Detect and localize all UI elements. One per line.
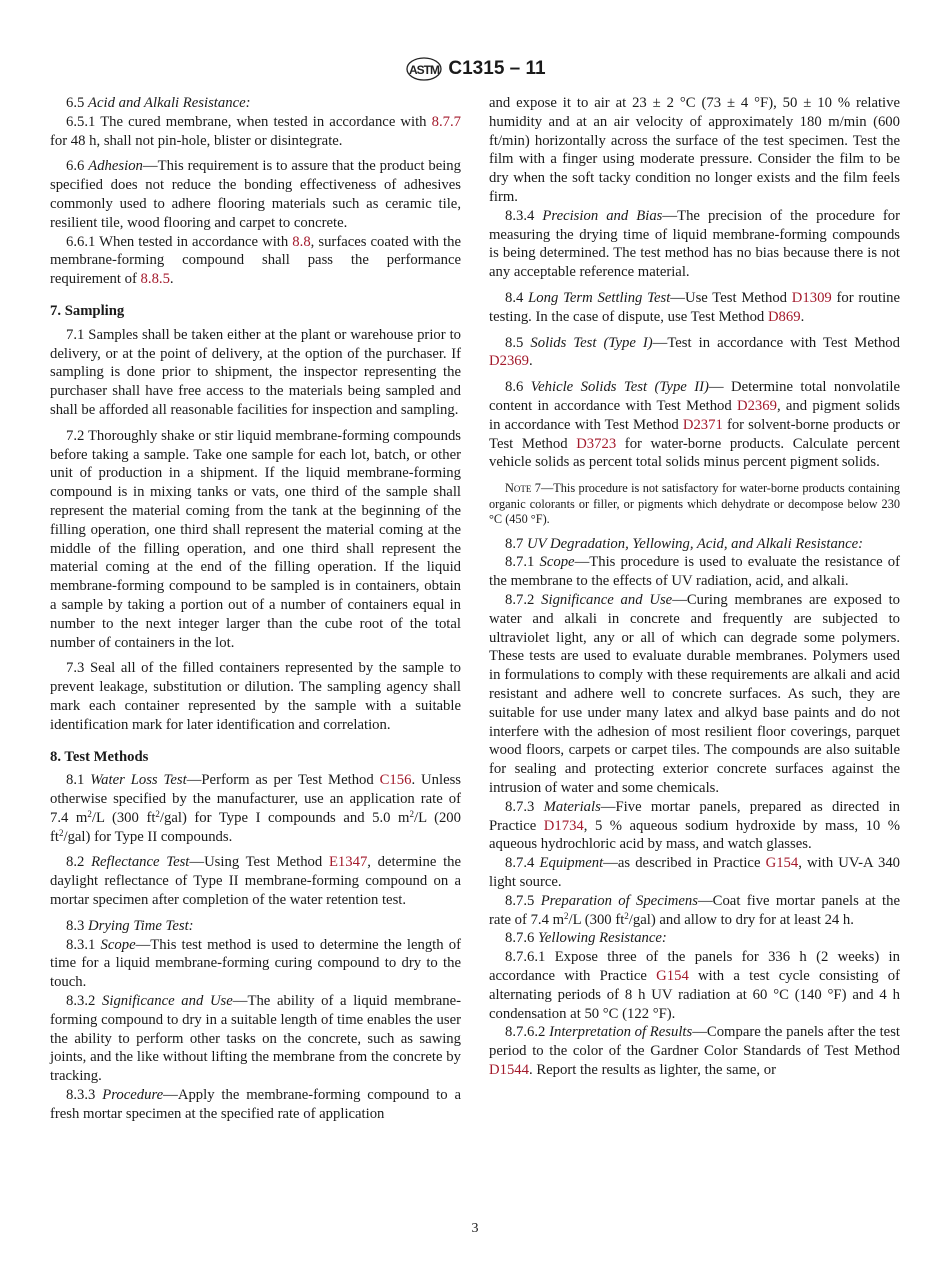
superscript: 2	[87, 808, 92, 819]
text: 8.3	[66, 917, 89, 934]
italic-caption: Yellowing Resistance:	[538, 930, 667, 947]
paragraph	[50, 233, 461, 289]
paragraph	[489, 892, 900, 930]
text: 8.3.2	[66, 993, 103, 1010]
text: 8.7.3	[505, 798, 544, 815]
italic-caption: Precision and Bias	[542, 207, 663, 224]
paragraph	[489, 378, 900, 472]
text: —This test method is used to determine the length of time for a liquid membrane-forming curing compound to dry to the touch.	[50, 936, 461, 991]
text: 8.1	[66, 772, 91, 789]
text: . Unless otherwise specified by the manufacturer, use an application rate of 7.4 m	[50, 772, 462, 826]
text: , 5 % aqueous sodium hydroxide by mass, 10 % aqueous hydrochloric acid by mass, and watch glasses.	[489, 817, 900, 853]
note	[489, 481, 900, 528]
text: , determine the daylight reflectance of Type II membrane-forming compound on a mortar specimen after completion of the water retention test.	[50, 854, 462, 909]
section-heading	[50, 748, 461, 767]
italic-caption: Vehicle Solids Test (Type II)	[530, 379, 709, 396]
text: —Coat five mortar panels at the rate of 7.4 m	[489, 892, 900, 928]
text: —Use Test Method	[670, 289, 792, 306]
superscript: 2	[409, 808, 414, 819]
italic-caption: Procedure	[102, 1087, 164, 1104]
text: 8.7.1	[505, 554, 540, 571]
text: for 48 h, shall not pin-hole, blister or disintegrate.	[50, 132, 343, 149]
text: /L (300 ft	[91, 809, 156, 826]
text: 7.2 Thoroughly shake or stir liquid membrane-forming compounds before taking a sample. Take one sample for each lot, batch, or other unit of production in a shipment. If the liquid membrane-forming compound is in mixing tanks or vats, one third of the sample shall represent the material coming from the tank at the beginning of the filling operation, one third shall represent the material coming at the middle of the filling operation, and one third shall represent the material coming at the end of the filling operation. If the liquid membrane-forming compound to be sampled is in containers, obtain a sample by taking a portion out of a number of containers equal in number to the next integer larger than the cube root of the total number of containers in the lot.	[50, 427, 461, 651]
text: /L (300 ft	[568, 911, 625, 928]
paragraph	[50, 157, 461, 232]
reference-link[interactable]: 8.8	[292, 233, 311, 250]
italic-caption: Drying Time Test:	[88, 917, 194, 934]
paragraph	[50, 853, 461, 909]
superscript: 2	[58, 827, 64, 838]
page-header	[0, 56, 950, 82]
italic-caption: Preparation of Specimens	[540, 892, 698, 909]
text: 8.3.1	[66, 936, 101, 953]
paragraph	[50, 917, 461, 936]
paragraph	[489, 289, 900, 327]
text: 8.7.4	[505, 855, 540, 872]
text: 8.7.6.2	[505, 1024, 550, 1041]
paragraph	[50, 992, 461, 1086]
reference-link[interactable]: D3723	[576, 435, 617, 452]
text: for water-borne products. Calculate percent vehicle solids as percent total solids minus percent pigment solids.	[489, 435, 900, 471]
text: /gal) and allow to dry for at least 24 h.	[628, 911, 854, 928]
reference-link[interactable]: G154	[656, 967, 689, 984]
paragraph	[489, 553, 900, 591]
document-designation: C1315 – 11	[448, 58, 546, 79]
paragraph	[489, 854, 900, 892]
text: , with UV-A 340 light source.	[489, 855, 901, 890]
text: 6.5	[66, 95, 89, 111]
italic-caption: Adhesion	[88, 158, 143, 175]
paragraph	[489, 334, 900, 372]
text: 6.6	[66, 158, 89, 175]
text: —as described in Practice	[603, 855, 766, 872]
paragraph	[489, 948, 900, 1023]
text: 8.7.6.1 Expose three of the panels for 336 h (2 weeks) in accordance with Practice	[489, 949, 900, 984]
italic-caption: Scope	[539, 554, 575, 571]
page-number: 3	[471, 1221, 479, 1236]
text: 8.3.3	[66, 1087, 103, 1104]
text: 8.7.2	[505, 592, 542, 609]
text: —Apply the membrane-forming compound to a fresh mortar specimen at the specified rate of application	[50, 1087, 461, 1122]
reference-link[interactable]: D1544	[489, 1061, 529, 1078]
text: for routine testing. In the case of dispute, use Test Method	[489, 289, 901, 325]
text: 8.3.4	[505, 207, 543, 224]
text: 7. Sampling	[50, 302, 125, 319]
text: 7.3 Seal all of the filled containers represented by the sample to prevent leakage, substitution or dilution. The sampling agency shall mark each container represented by the sample with a suitable identification mark for later identification and correlation.	[50, 660, 461, 733]
reference-link[interactable]: D2369	[736, 397, 777, 414]
text: 8. Test Methods	[50, 748, 149, 765]
text: 7—This procedure is not satisfactory for water-borne products containing organic colorants or filler, or pigments which dehydrate or decompose below 230 °C (450 °F).	[489, 481, 900, 527]
paragraph	[50, 936, 461, 992]
paragraph	[489, 591, 900, 798]
text: /gal) for Type I compounds and 5.0 m	[159, 809, 410, 826]
paragraph	[489, 798, 900, 854]
italic-caption: Scope	[100, 936, 136, 953]
text: —The precision of the procedure for measuring the drying time of liquid membrane-forming compounds is being determined. The test method has no bias because there is not any acceptable reference material.	[489, 207, 900, 281]
reference-link[interactable]: G154	[765, 855, 799, 872]
text: 8.2	[66, 854, 92, 871]
text: 7.1 Samples shall be taken either at the plant or warehouse prior to delivery, or at the point of delivery, at the option of the purchaser. If sampling is done prior to shipment, the inspector representing the purchaser shall have free access to the materials being sampled and shall be afforded all reasonable facilities for inspection and sampling.	[50, 326, 461, 418]
italic-caption: Significance and Use	[541, 592, 673, 609]
text: for solvent-borne products or Test Method	[489, 416, 900, 452]
text: 6.6.1 When tested in accordance with	[66, 233, 293, 250]
italic-caption: Significance and Use	[102, 993, 233, 1010]
italic-caption: Materials	[543, 798, 601, 815]
superscript: 2	[624, 910, 629, 921]
paragraph	[50, 94, 461, 113]
text: 8.4	[505, 289, 529, 306]
text: —Perform as per Test Method	[186, 772, 380, 789]
paragraph	[489, 1023, 900, 1079]
text: .	[528, 353, 533, 370]
text: . Report the results as lighter, the same, or	[528, 1061, 776, 1078]
paragraph	[489, 535, 900, 554]
text: /gal) for Type II compounds.	[63, 828, 233, 845]
text: 6.5.1 The cured membrane, when tested in accordance with	[66, 113, 432, 130]
text: and expose it to air at 23 ± 2 °C (73 ± 4 °F), 50 ± 10 % relative humidity and at an air velocity of approximately 180 m/min (600 ft/min) horizontally across the surface of the test specimen. Test the film with a finger using moderate pressure. Consider the film to be dry when the soft tacky condition no longer exists and the film feels firm.	[489, 95, 900, 205]
astm-logo-icon	[404, 56, 444, 82]
superscript: 2	[155, 808, 160, 819]
paragraph	[489, 929, 900, 948]
text: , surfaces coated with the membrane-forming compound shall pass the performance requirement of	[50, 233, 462, 288]
italic-caption: UV Degradation, Yellowing, Acid, and Alkali Resistance:	[527, 535, 864, 552]
text: — Determine total nonvolatile content in accordance with Test Method	[489, 379, 900, 414]
reference-link[interactable]: D2369	[489, 353, 529, 370]
text: —The ability of a liquid membrane-forming compound to dry in a suitable length of time enables the user the ability to perform other tasks on the concrete, such as sawing joints, and the like without lifting the membrane from the concrete by tracking.	[50, 993, 461, 1085]
italic-caption: Equipment	[539, 855, 604, 872]
text: /L (200 ft	[50, 809, 461, 845]
italic-caption: Solids Test (Type I)	[530, 334, 653, 351]
text: 8.7.6	[505, 930, 539, 947]
text: —Compare the panels after the test period to the color of the Gardner Color Standards of Test Method	[489, 1024, 901, 1060]
left-column	[50, 94, 461, 1124]
text: 8.7	[505, 535, 528, 552]
section-heading	[50, 302, 461, 321]
text: —Test in accordance with Test Method	[652, 334, 900, 351]
paragraph	[50, 659, 461, 734]
text: 8.6	[505, 379, 531, 396]
text: —Curing membranes are exposed to water and alkali in concrete and frequently are subjected to ultraviolet light, any or all of which can degrade some polymers. These tests are used to evaluate durable membranes. Polymers used in formulations to comply with these requirements are alkali and acid resistant and adhere well to concrete surfaces. As such, they are suitable for use under many latex and alkyd base paints and do not interfere with the adhesion of most resilient floor coverings, parquet wood floors, carpets or carpet tiles. The compounds are also suitable for sealing and protecting exterior concrete surfaces against the intrusion of water and some chemicals.	[489, 592, 900, 796]
reference-link[interactable]: E1347	[328, 854, 368, 871]
text: —Using Test Method	[189, 854, 329, 871]
reference-link[interactable]: D2371	[682, 416, 723, 433]
reference-link[interactable]: C156	[379, 772, 412, 789]
superscript: 2	[564, 910, 569, 921]
paragraph	[489, 207, 900, 282]
paragraph	[50, 113, 461, 151]
text: 8.5	[505, 334, 531, 351]
paragraph	[50, 326, 461, 420]
reference-link[interactable]: 8.8.5	[140, 271, 170, 288]
text: .	[800, 308, 805, 325]
right-column	[489, 94, 900, 1080]
paragraph	[50, 427, 461, 653]
text: , and pigment solids in accordance with Test Method	[489, 397, 900, 433]
reference-link[interactable]: D1309	[791, 289, 832, 306]
italic-caption: Water Loss Test	[90, 772, 187, 789]
note-label: Note	[505, 481, 532, 496]
paragraph	[50, 771, 461, 846]
text: —This procedure is used to evaluate the resistance of the membrane to the effects of UV radiation, acid, and alkali.	[489, 554, 901, 590]
italic-caption: Long Term Settling Test	[528, 289, 671, 306]
reference-link[interactable]: D1734	[543, 817, 584, 834]
text: .	[169, 271, 174, 288]
italic-caption: Reflectance Test	[91, 854, 190, 871]
text: 8.7.5	[505, 892, 541, 909]
text: with a test cycle consisting of alternating periods of 8 h UV radiation at 60 °C (140 °F) and 4 h condensation at 50 °C (122 °F).	[489, 967, 901, 1022]
paragraph-continued	[489, 94, 900, 207]
text: —Five mortar panels, prepared as directed in Practice	[489, 798, 900, 834]
text: —This requirement is to assure that the product being specified does not reduce the bonding effectiveness of adhesives commonly used to adhere flooring materials such as ceramic tile, resilient tile, wood flooring and carpet to concrete.	[50, 158, 461, 231]
reference-link[interactable]: 8.7.7	[431, 113, 461, 130]
svg-text:ASTM: ASTM	[409, 63, 440, 77]
italic-caption: Interpretation of Results	[549, 1024, 693, 1041]
italic-caption: Acid and Alkali Resistance:	[88, 95, 251, 111]
paragraph	[50, 1086, 461, 1124]
reference-link[interactable]: D869	[767, 308, 801, 325]
